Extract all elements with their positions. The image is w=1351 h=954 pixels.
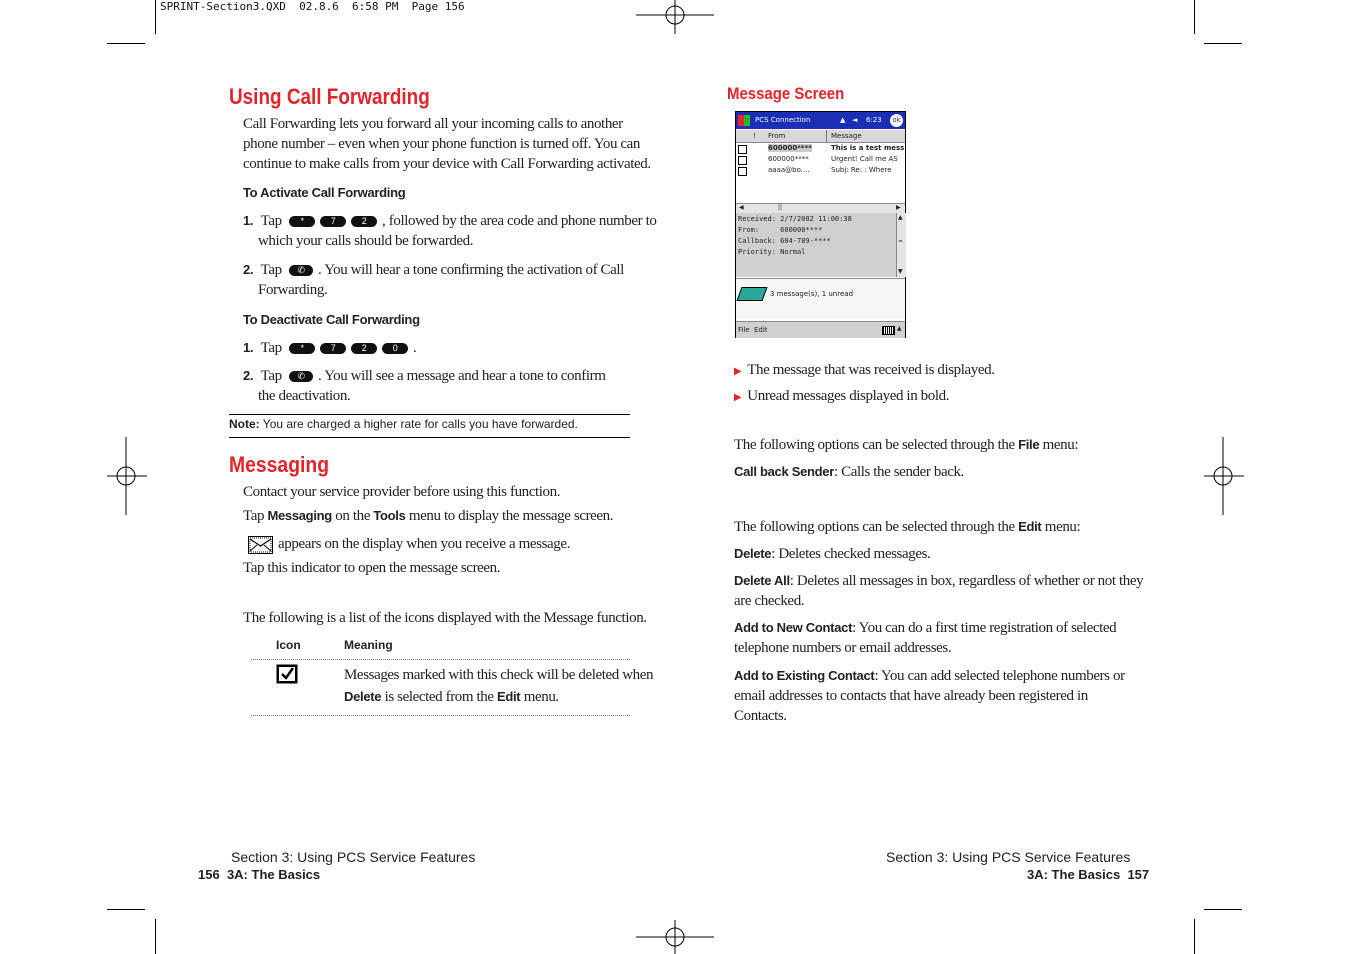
pda-titlebar: [736, 112, 905, 129]
scroll-down-icon[interactable]: ▼: [898, 268, 903, 275]
row-message: Subj: Re: : Where: [831, 166, 892, 174]
text: on the: [331, 508, 374, 524]
signal-icon: ▲: [840, 116, 846, 124]
message-screen-title: Message Screen: [727, 84, 845, 103]
edit-menu-intro: [734, 517, 1080, 537]
option-delete: [734, 544, 930, 564]
step-text-line2: which your calls should be forwarded.: [258, 233, 474, 249]
registration-mark-top: [636, 0, 714, 34]
pda-list-header: [736, 130, 905, 143]
table-divider: [251, 715, 630, 716]
option-delete-all: [734, 571, 1143, 611]
registration-mark-left: [107, 437, 147, 515]
deactivate-step-1: [243, 338, 416, 358]
pda-title: PCS Connection: [755, 116, 811, 124]
table-row-meaning: [344, 664, 653, 708]
step-tap: Tap: [260, 340, 282, 356]
icon-table-header-meaning: Meaning: [344, 638, 393, 652]
vertical-scrollbar[interactable]: [896, 213, 906, 277]
talk-key-icon: ✆: [289, 265, 313, 276]
key-2-icon: 2: [351, 216, 377, 227]
volume-icon[interactable]: ◄: [852, 116, 858, 124]
option-call-back-sender: [734, 462, 964, 482]
section-label: 3A: The Basics: [226, 867, 321, 882]
status-text: 3 message(s), 1 unread: [770, 290, 854, 298]
pda-message-list: [736, 143, 905, 176]
note: [229, 416, 578, 432]
activate-heading: To Activate Call Forwarding: [243, 185, 406, 200]
step-text: , followed by the area code and phone number to: [382, 213, 657, 229]
step-number: 1.: [243, 340, 254, 355]
row-checkbox-icon[interactable]: [738, 156, 747, 165]
intro-line: continue to make calls from your device with Call Forwarding activated.: [243, 156, 651, 172]
deactivate-step-2: [243, 366, 605, 406]
note-label: Note:: [229, 417, 260, 431]
option-term: Add to Existing Contact: [734, 668, 875, 683]
note-rule-bottom: [229, 437, 630, 438]
step-text: . You will see a message and hear a tone to confirm: [318, 368, 606, 384]
pda-message-screen: [735, 111, 906, 338]
page-number: 156: [198, 867, 220, 882]
detail-from: From: 600000****: [738, 226, 823, 234]
option-add-existing-contact: [734, 666, 1125, 726]
ok-button[interactable]: ok: [890, 114, 903, 127]
menu-file[interactable]: File: [738, 326, 750, 334]
row-checkbox-icon[interactable]: [738, 145, 747, 154]
text: The following options can be selected through the: [734, 519, 1019, 535]
file-slug: SPRINT-Section3.QXD 02.8.6 6:58 PM Page 156: [160, 0, 465, 13]
detail-received: Received: 2/7/2002 11:00:38: [738, 215, 852, 223]
step-number: 2.: [243, 368, 254, 383]
option-desc-line3: Contacts.: [734, 708, 787, 724]
text: Tap: [243, 508, 268, 524]
note-text: You are charged a higher rate for calls you have forwarded.: [262, 417, 578, 431]
row-from: 600000****: [768, 155, 809, 163]
step-number: 2.: [243, 262, 254, 277]
option-desc: : You can add selected telephone numbers or: [874, 668, 1125, 684]
detail-callback: Callback: 604-789-****: [738, 237, 831, 245]
checkbox-checked-icon: [276, 664, 298, 684]
bullet-arrow-icon: ▶: [734, 392, 742, 403]
activate-step-1: [243, 211, 656, 251]
step-tap: Tap: [260, 368, 282, 384]
message-screen-title-wrap: [727, 84, 860, 104]
row-from: 600000****: [768, 144, 812, 152]
menu-edit[interactable]: Edit: [754, 326, 768, 334]
text: menu to display the message screen.: [405, 508, 614, 524]
messaging-p4: Tap this indicator to open the message screen.: [243, 560, 501, 576]
row-checkbox-icon[interactable]: [738, 167, 747, 176]
scroll-up-icon[interactable]: ▲: [898, 214, 903, 221]
menu-term-edit: Edit: [1018, 519, 1042, 534]
bullet-arrow-icon: ▶: [734, 366, 742, 377]
text: The following options can be selected through the: [734, 437, 1019, 453]
step-number: 1.: [243, 213, 254, 228]
option-desc-line2: are checked.: [734, 593, 805, 609]
pda-message-details: [736, 213, 896, 277]
option-desc: : You can do a first time registration of selected: [852, 620, 1117, 636]
option-term: Delete: [734, 546, 772, 561]
keyboard-icon[interactable]: [882, 326, 895, 335]
messaging-title-wrap: [229, 452, 343, 478]
key-star-icon: *: [289, 216, 315, 227]
key-7-icon: 7: [320, 343, 346, 354]
row-message: This is a test mess: [831, 144, 905, 152]
menu-term-tools: Tools: [373, 508, 406, 523]
messaging-p2: [243, 506, 613, 526]
text: is selected from the: [381, 689, 497, 705]
option-term: Add to New Contact: [734, 620, 853, 635]
step-tap: Tap: [260, 262, 282, 278]
menu-term-messaging: Messaging: [267, 508, 332, 523]
deactivate-heading: To Deactivate Call Forwarding: [243, 312, 420, 327]
menu-term-file: File: [1018, 437, 1040, 452]
table-divider: [251, 659, 630, 660]
scroll-thumb[interactable]: =: [898, 238, 904, 245]
text: menu:: [1041, 519, 1081, 535]
option-desc: : Calls the sender back.: [833, 464, 964, 480]
option-desc-line2: telephone numbers or email addresses.: [734, 640, 952, 656]
footer-right-page: [1027, 867, 1149, 882]
messaging-p3: appears on the display when you receive a message.: [278, 536, 570, 552]
step-text-line2: the deactivation.: [258, 388, 351, 404]
page-number: 157: [1127, 867, 1150, 882]
scroll-thumb[interactable]: ||: [778, 204, 783, 211]
option-term: Delete All: [734, 573, 790, 588]
footer-left-section: Section 3: Using PCS Service Features: [231, 849, 476, 865]
message-row[interactable]: [736, 165, 905, 176]
scroll-left-icon[interactable]: ◀: [739, 204, 744, 211]
step-tap: Tap: [260, 213, 282, 229]
registration-mark-bottom: [636, 920, 714, 954]
step-text: . You will hear a tone confirming the activation of Call: [318, 262, 624, 278]
footer-left-page: [198, 867, 320, 882]
call-forwarding-title: Using Call Forwarding: [229, 84, 430, 109]
text: Messages marked with this check will be deleted when: [344, 667, 654, 683]
messaging-p5: The following is a list of the icons displayed with the Message function.: [243, 610, 647, 626]
option-desc: : Deletes all messages in box, regardless of whether or not they: [789, 573, 1144, 589]
option-add-new-contact: [734, 618, 1116, 658]
text: menu:: [1039, 437, 1079, 453]
pda-menubar: [736, 321, 905, 338]
bullet-list: [734, 358, 995, 410]
intro-paragraph: [243, 114, 651, 174]
message-row[interactable]: [736, 154, 905, 165]
section-label: 3A: The Basics: [1027, 867, 1121, 882]
page-title: [229, 84, 462, 110]
pda-time: 6:23: [866, 116, 882, 124]
messaging-p1: Contact your service provider before using this function.: [243, 484, 561, 500]
message-row[interactable]: [736, 143, 905, 154]
key-star-icon: *: [289, 343, 315, 354]
menu-term-delete: Delete: [344, 689, 382, 704]
step-text: .: [413, 340, 417, 356]
column-message[interactable]: Message: [831, 132, 862, 140]
row-from: aaaa@bo....: [768, 166, 810, 174]
footer-right-section: Section 3: Using PCS Service Features: [886, 849, 1131, 865]
intro-line: phone number – even when your phone function is turned off. You can: [243, 136, 641, 152]
input-arrow-icon[interactable]: ▲: [897, 325, 902, 332]
intro-line: Call Forwarding lets you forward all your incoming calls to another: [243, 116, 623, 132]
new-message-envelope-icon: [248, 536, 273, 554]
file-menu-intro: [734, 435, 1078, 455]
bullet-item: [734, 384, 995, 410]
windows-start-icon[interactable]: [738, 115, 750, 126]
option-term: Call back Sender: [734, 464, 834, 479]
column-from[interactable]: From: [768, 132, 786, 140]
key-7-icon: 7: [320, 216, 346, 227]
icon-table-header-icon: Icon: [276, 638, 301, 652]
pda-status-area: [736, 278, 905, 319]
option-desc-line2: email addresses to contacts that have already been registered in: [734, 688, 1088, 704]
detail-priority: Priority: Normal: [738, 248, 806, 256]
bullet-text: Unread messages displayed in bold.: [747, 388, 950, 404]
bullet-text: The message that was received is displayed.: [747, 362, 995, 378]
key-0-icon: 0: [382, 343, 408, 354]
menu-term-edit: Edit: [496, 689, 521, 704]
row-message: Urgent! Call me AS: [831, 155, 898, 163]
registration-mark-right: [1204, 437, 1244, 515]
bullet-item: [734, 358, 995, 384]
phone-inbox-icon[interactable]: [736, 287, 767, 301]
step-text-line2: Forwarding.: [258, 282, 328, 298]
option-desc: : Deletes checked messages.: [771, 546, 931, 562]
text: menu.: [520, 689, 559, 705]
scroll-right-icon[interactable]: ▶: [896, 204, 901, 211]
column-importance[interactable]: !: [753, 132, 756, 140]
talk-key-icon: ✆: [289, 371, 313, 382]
activate-step-2: [243, 260, 624, 300]
messaging-title: Messaging: [229, 452, 330, 477]
key-2-icon: 2: [351, 343, 377, 354]
column-divider: [826, 130, 827, 142]
note-rule-top: [229, 414, 630, 415]
